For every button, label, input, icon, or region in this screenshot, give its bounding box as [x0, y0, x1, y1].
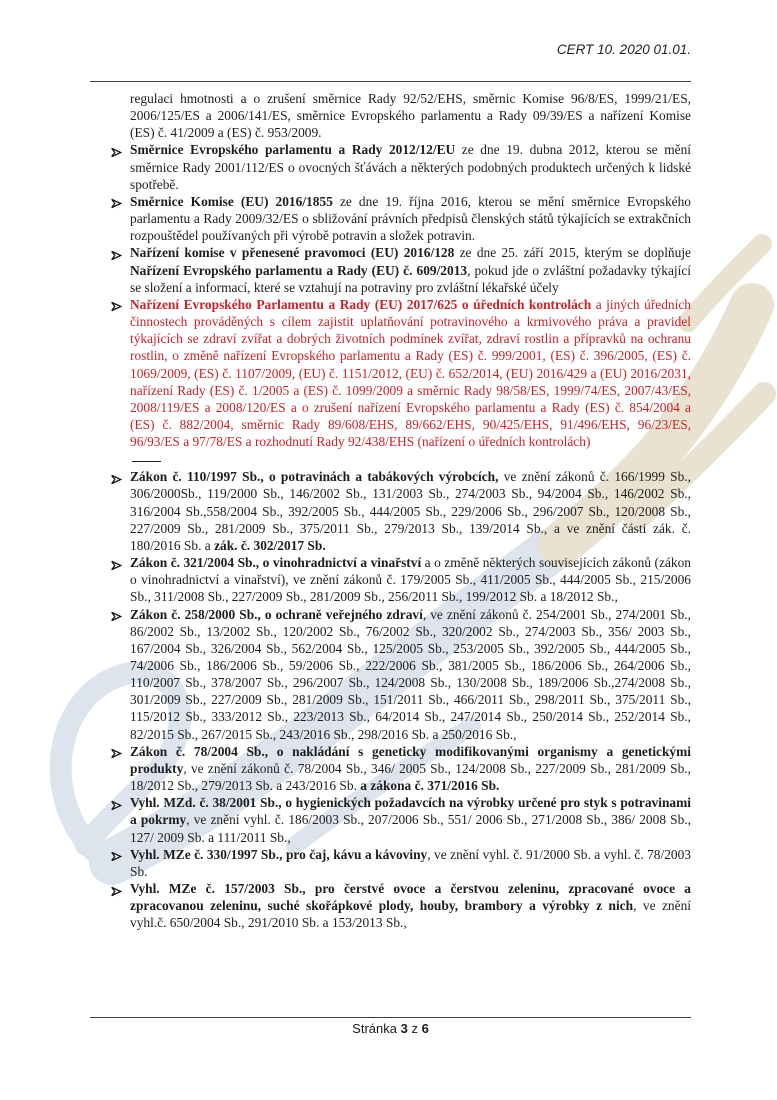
- arrow-right-icon: [110, 145, 122, 156]
- list-item: [130, 606, 691, 743]
- arrow-right-icon: [110, 248, 122, 259]
- footer-of-word: z: [411, 1021, 418, 1036]
- item-text: Zákon č. 110/1997 Sb., o potravinách a tabákových výrobcích, ve znění zákonů č. 166/1999 Sb., 306/2000Sb., 119/2000 Sb., 146/2002 Sb., 131/2003 Sb., 274/2003 Sb., 94/2004 Sb., 146/2002 Sb., 316/2004 Sb.,558/2004 Sb., 392/2005 Sb., 444/2005 Sb., 229/2006 Sb., 296/2007 Sb., 120/2008 Sb., 227/2009 Sb., 281/2009 Sb., 375/2011 Sb., 279/2013 Sb., 139/2014 Sb., a ve znění části zák. č. 180/2016 Sb. a zák. č. 302/2017 Sb.: [130, 469, 691, 553]
- list-item: [130, 296, 691, 450]
- item-text: Vyhl. MZd. č. 38/2001 Sb., o hygienických požadavcích na výrobky určené pro styk s potravinami a pokrmy, ve znění vyhl. č. 186/2003 Sb., 207/2006 Sb., 551/ 2006 Sb., 271/2008 Sb., 386/ 2008 Sb., 127/ 2009 Sb. a 111/2011 Sb.,: [130, 795, 691, 845]
- list-item: [130, 880, 691, 931]
- list-item: [130, 468, 691, 554]
- item-text: Nařízení Evropského Parlamentu a Rady (EU) 2017/625 o úředních kontrolách a jiných úředních činnostech prováděných s cílem zajistit uplatňování potravinového a krmivového práva a pravidel týkajících se zdraví zvířat a dobrých životních podmínek zvířat, zdraví rostlin a přípravků na ochranu rostlin, o změně nařízení Evropského parlamentu a Rady (ES) č. 999/2001, (ES) č. 396/2005, (ES) č. 1069/2009, (ES) č. 1107/2009, (EU) č. 1151/2012, (EU) č. 652/2014, (EU) 2016/429 a (EU) 2016/2031, nařízení Rady (ES) č. 1/2005 a (ES) č. 1099/2009 a směrnic Rady 98/58/ES, 1999/74/ES, 2007/43/ES, 2008/119/ES a 2008/120/ES a o zrušení nařízení Evropského parlamentu a Rady (ES) č. 854/2004 a (ES) č. 882/2004, směrnic Rady 89/608/EHS, 89/662/EHS, 90/425/EHS, 91/496/EHS, 96/23/ES, 96/93/ES a 97/78/ES a rozhodnutí Rady 92/438/EHS (nařízení o úředních kontrolách): [130, 296, 691, 450]
- arrow-right-icon: [110, 472, 122, 483]
- item-text: Zákon č. 321/2004 Sb., o vinohradnictví a vinařství a o změně některých souvisejících zákonů (zákon o vinohradnictví a vinařství), ve znění zákonů č. 179/2005 Sb., 411/2005 Sb., 444/2005 Sb., 215/2006 Sb., 311/2008 Sb., 227/2009 Sb., 281/2009 Sb., 256/2011 Sb., 199/2012 Sb. a 18/2012 Sb.,: [130, 555, 691, 605]
- list-item: [130, 846, 691, 880]
- footer-rule: [90, 1017, 691, 1018]
- list-item: [130, 743, 691, 794]
- arrow-right-icon: [110, 884, 122, 895]
- item-text: regulaci hmotnosti a o zrušení směrnice Rady 92/52/EHS, směrnic Komise 96/8/ES, 1999/21/ES, 2006/125/ES a 2006/141/ES, směrnice Evropského parlamentu a Rady 09/39/ES a nařízení Komise (ES) č. 41/2009 a (ES) č. 953/2009.: [130, 91, 691, 141]
- list-item: [130, 141, 691, 192]
- arrow-right-icon: [110, 196, 122, 207]
- footer-total-pages: 6: [421, 1021, 429, 1036]
- arrow-right-icon: [110, 558, 122, 569]
- item-text: Zákon č. 78/2004 Sb., o nakládání s geneticky modifikovanými organismy a genetickými produkty, ve znění zákonů č. 78/2004 Sb., 346/ 2005 Sb., 124/2008 Sb., 227/2009 Sb., 281/2009 Sb., 18/2012 Sb., 279/2013 Sb. a 243/2016 Sb. a zákona č. 371/2016 Sb.: [130, 743, 691, 794]
- arrow-right-icon: [110, 299, 122, 310]
- list-item: [130, 554, 691, 605]
- list-item: [130, 244, 691, 295]
- item-text: Vyhl. MZe č. 157/2003 Sb., pro čerstvé ovoce a čerstvou zeleninu, zpracované ovoce a zpracovanou zeleninu, suché skořápkové plody, houby, brambory a výrobky z nich, ve znění vyhl.č. 650/2004 Sb., 291/2010 Sb. a 153/2013 Sb.,: [130, 881, 691, 931]
- footer-label: Stránka: [352, 1021, 397, 1036]
- page-footer: [90, 1021, 691, 1036]
- arrow-right-icon: [110, 609, 122, 620]
- item-text: Směrnice Komise (EU) 2016/1855 ze dne 19. října 2016, kterou se mění směrnice Evropského parlamentu a Rady 2009/32/ES o sbližování právních předpisů členských států týkajících se extrakčních rozpouštědel používaných při výrobě potravin a složek potravin.: [130, 193, 691, 244]
- intro-paragraph: [130, 90, 691, 141]
- arrow-right-icon: [110, 849, 122, 860]
- item-text: Nařízení komise v přenesené pravomoci (EU) 2016/128 ze dne 25. září 2015, kterým se doplňuje Nařízení Evropského parlamentu a Rady (EU) č. 609/2013, pokud jde o zvláštní požadavky týkající se složení a informací, které se vztahují na potraviny pro zvláštní lékařské účely: [130, 245, 691, 295]
- header-title: CERT 10. 2020 01.01.: [556, 42, 691, 57]
- list-item: [130, 193, 691, 244]
- arrow-right-icon: [110, 798, 122, 809]
- header-rule: [90, 81, 691, 82]
- arrow-right-icon: [110, 746, 122, 757]
- page-header: [90, 42, 691, 57]
- list-item: [130, 794, 691, 845]
- item-text: Vyhl. MZe č. 330/1997 Sb., pro čaj, kávu a kávoviny, ve znění vyhl. č. 91/2000 Sb. a vyhl. č. 78/2003 Sb.: [130, 846, 691, 879]
- item-text: Směrnice Evropského parlamentu a Rady 2012/12/EU ze dne 19. dubna 2012, kterou se mění směrnice Rady 2001/112/ES o ovocných šťávách a některých podobných produktech určených k lidské spotřebě.: [130, 142, 691, 192]
- footnote-separator: [132, 461, 161, 462]
- item-text: Zákon č. 258/2000 Sb., o ochraně veřejného zdraví, ve znění zákonů č. 254/2001 Sb., 274/2001 Sb., 86/2002 Sb., 13/2002 Sb., 120/2002 Sb., 76/2002 Sb., 320/2002 Sb., 274/2003 Sb., 356/ 2003 Sb., 167/2004 Sb., 326/2004 Sb., 562/2004 Sb., 125/2005 Sb., 253/2005 Sb., 392/2005 Sb., 444/2005 Sb., 74/2006 Sb., 186/2006 Sb., 59/2006 Sb., 222/2006 Sb., 381/2005 Sb., 186/2006 Sb., 264/2006 Sb., 110/2007 Sb., 378/2007 Sb., 296/2007 Sb., 124/2008 Sb., 130/2008 Sb., 189/2006 Sb.,274/2008 Sb., 301/2009 Sb., 227/2009 Sb., 281/2009 Sb., 151/2011 Sb., 466/2011 Sb., 298/2011 Sb., 375/2011 Sb., 115/2012 Sb., 333/2012 Sb., 223/2013 Sb., 64/2014 Sb., 247/2014 Sb., 250/2014 Sb., 252/2014 Sb., 82/2015 Sb., 267/2015 Sb., 243/2016 Sb., 298/2016 Sb. a 250/2016 Sb.,: [130, 606, 691, 742]
- footer-page-number: 3: [400, 1021, 408, 1036]
- document-body: [130, 90, 691, 932]
